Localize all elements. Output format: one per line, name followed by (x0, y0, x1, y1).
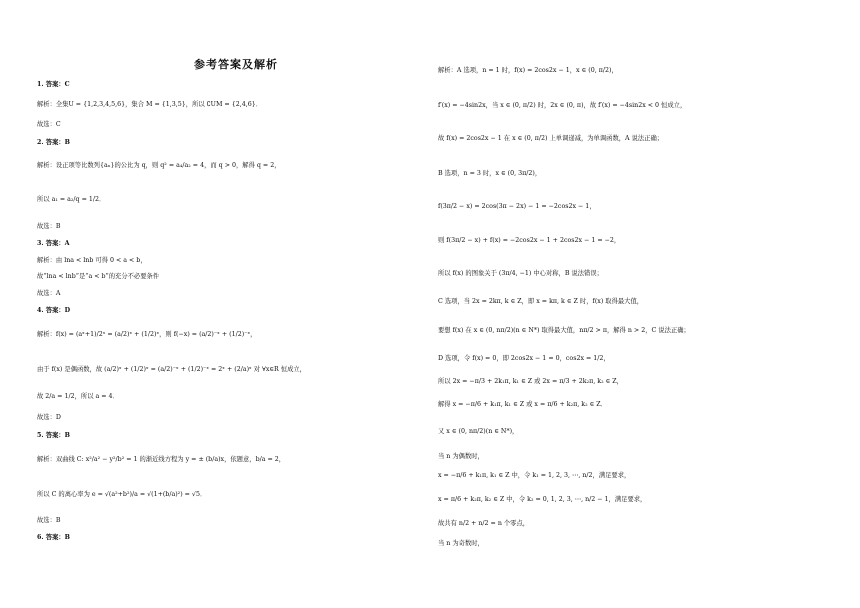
solution-line: 故 f(x) = 2cos2x − 1 在 x ∈ (0, π/2) 上单调递减，为单调函数，A 说法正确； (438, 135, 664, 142)
solution-line: f(3π/2 − x) = 2cos(3π − 2x) − 1 = −2cos2x − 1， (438, 203, 596, 210)
solution-line: 故 2/a = 1/2，所以 a = 4． (37, 393, 119, 400)
solution-line: 解析：f(x) = (aˣ+1)/2ˣ = (a/2)ˣ + (1/2)ˣ，则 f(−x) = (a/2)⁻ˣ + (1/2)⁻ˣ， (37, 331, 257, 338)
solution-line: C 选项，当 2x = 2kπ, k ∈ Z，即 x = kπ, k ∈ Z 时，f(x) 取得最大值， (438, 298, 644, 305)
solution-line: 解析：A 选项，n = 1 时，f(x) = 2cos2x − 1，x ∈ (0, π/2)， (438, 67, 618, 74)
solution-line: D 选项，令 f(x) = 0，即 2cos2x − 1 = 0，cos2x = 1/2， (438, 355, 610, 362)
solution-line: x = π/6 + k₂π, k₂ ∈ Z 中，令 k₂ = 0, 1, 2, 3, ⋯, n/2 − 1，满足要求， (438, 496, 647, 503)
answer-heading: 2. 答案：B (37, 139, 70, 146)
answer-heading: 3. 答案：A (37, 240, 70, 247)
solution-line: 解析：双曲线 C: x²/a² − y²/b² = 1 的渐近线方程为 y = ± (b/a)x，依题意，b/a = 2， (37, 456, 286, 463)
solution-line: x = −π/6 + k₁π, k₁ ∈ Z 中，令 k₁ = 1, 2, 3, ⋯, n/2，满足要求， (438, 472, 631, 479)
solution-line: 当 n 为偶数时， (438, 453, 484, 460)
solution-line: 故“lna < lnb”是“a < b”的充分不必要条件 (37, 273, 160, 280)
solution-line: 要想 f(x) 在 x ∈ (0, nπ/2)(n ∈ N*) 取得最大值，nπ/2 > π，解得 n > 2，C 说法正确； (438, 327, 690, 334)
solution-line: 解析：全集U = {1,2,3,4,5,6}，集合 M = {1,3,5}，所以 ∁UM = {2,4,6}． (37, 101, 263, 108)
solution-line: 故选：C (37, 121, 61, 128)
answer-heading: 5. 答案：B (37, 432, 70, 439)
page-title: 参考答案及解析 (194, 58, 278, 71)
solution-line: 故共有 n/2 + n/2 = n 个零点， (438, 520, 530, 527)
solution-line: 故选：B (37, 223, 61, 230)
solution-line: 故选：B (37, 517, 61, 524)
solution-line: 所以 a₁ = a₂/q = 1/2． (37, 196, 106, 203)
solution-line: 故选：D (37, 414, 61, 421)
solution-line: 由于 f(x) 是偶函数，故 (a/2)ˣ + (1/2)ˣ = (a/2)⁻ˣ + (1/2)⁻ˣ = 2ˣ + (2/a)ˣ 对 ∀x∈R 恒成立， (37, 366, 306, 373)
answer-heading: 6. 答案：B (37, 534, 70, 541)
solution-line: 解得 x = −π/6 + k₁π, k₁ ∈ Z 或 x = π/6 + k₂π, k₂ ∈ Z． (438, 401, 607, 408)
solution-line: f′(x) = −4sin2x，当 x ∈ (0, π/2) 时，2x ∈ (0, π)，故 f′(x) = −4sin2x < 0 恒成立， (438, 102, 687, 109)
answer-heading: 4. 答案：D (37, 307, 71, 314)
solution-line: 当 n 为奇数时， (438, 540, 484, 547)
solution-line: 所以 f(x) 的图象关于 (3π/4, −1) 中心对称，B 说法错误； (438, 270, 603, 277)
answer-heading: 1. 答案：C (37, 81, 70, 88)
solution-line: 故选：A (37, 290, 61, 297)
solution-line: 解析：设正项等比数列{aₙ}的公比为 q，则 q² = a₄/a₂ = 4，而 q > 0，解得 q = 2， (37, 162, 281, 169)
solution-line: B 选项，n = 3 时，x ∈ (0, 3π/2)， (438, 170, 542, 177)
solution-line: 所以 C 的离心率为 e = √(a²+b²)/a = √(1+(b/a)²) = √5． (37, 491, 207, 498)
solution-line: 解析：由 lna < lnb 可得 0 < a < b， (37, 257, 147, 264)
solution-line: 又 x ∈ (0, nπ/2)(n ∈ N*)， (438, 428, 519, 435)
solution-line: 所以 2x = −π/3 + 2k₁π, k₁ ∈ Z 或 2x = π/3 + 2k₂π, k₂ ∈ Z， (438, 378, 623, 385)
solution-line: 则 f(3π/2 − x) + f(x) = −2cos2x − 1 + 2cos2x − 1 = −2， (438, 237, 621, 244)
